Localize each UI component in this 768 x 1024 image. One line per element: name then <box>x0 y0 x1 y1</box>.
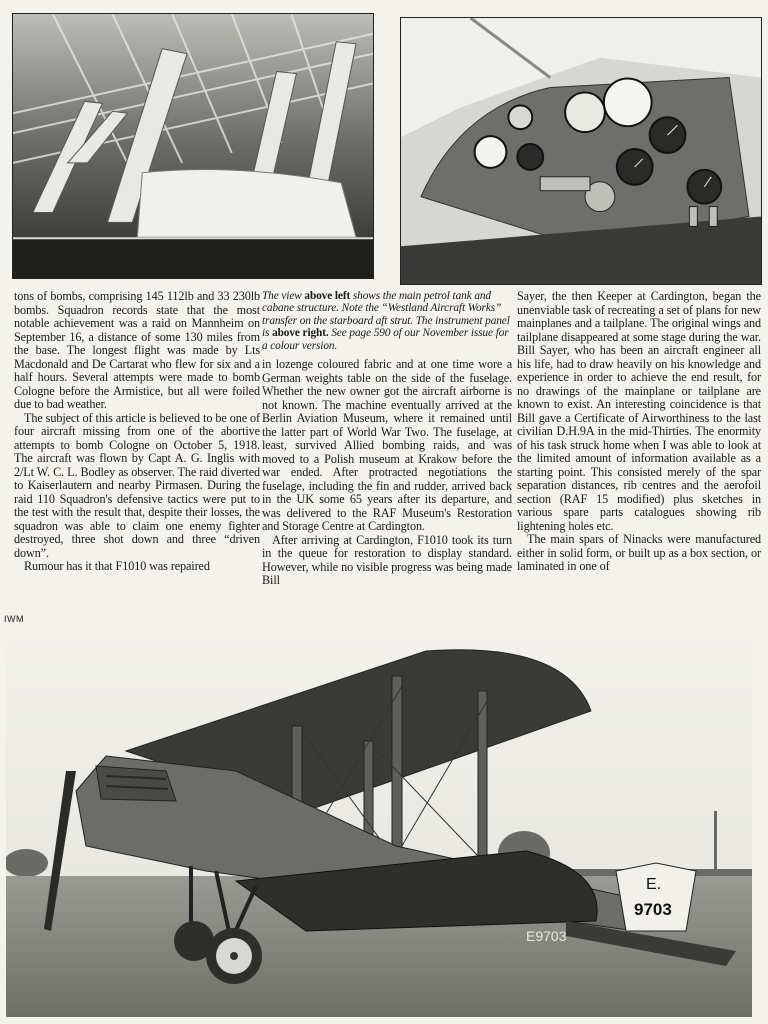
photo-petrol-tank-cabane <box>12 13 374 279</box>
photo-credit: IWM <box>4 614 24 624</box>
paragraph: The subject of this article is believed to be one of four aircraft missing from one of the abortive attempts to bomb Cologne on October 5, 1918. The aircraft was flown by Capt A. G. Inglis with 2/Lt W. C. L. Bodley as observer. The raid diverted to Kaiserlautern and nearby Pirmasen. During the raid 110 Squadron's defensive tactics were put to the test with the result that, despite their losses, the squadron was able to claim one enemy fighter destroyed, three shot down and three “driven down”. <box>14 410 260 560</box>
paragraph: The main spars of Ninacks were manufactured either in solid form, or built up as a box section, or laminated in one of <box>517 532 761 573</box>
paragraph: Sayer, the then Keeper at Cardington, began the unenviable task of recreating a set of plans for new mainplanes and a tailplane. The original wings and tailplane disappeared at some stage during the war. Bill Sayer, who has been an aircraft engineer all his life, had to draw heavily on his knowledge and experience in order to achieve the end result, for no drawings of the mainplane or tailplane are known to exist. An interesting coincidence is that Bill gave a Certificate of Airworthiness to the last civilian D.H.9A in the mid-Thirties. The enormity of his task struck home when I was able to look at the limited amount of information available as a starting point. This consisted merely of the spar separation distances, rib centres and the aerofoil section (RAF 15 modified) plus sketches in various spare parts catalogues showing rib lightening holes etc. <box>517 289 761 533</box>
text-column-2 <box>262 290 512 588</box>
text-column-1 <box>14 290 260 574</box>
fuselage-serial: E9703 <box>526 928 567 944</box>
text-column-3 <box>517 290 761 574</box>
photo-biplane <box>6 631 752 1017</box>
fin-serial: 9703 <box>634 900 672 919</box>
photo-caption: The view above left shows the main petrol tank and cabane structure. Note the “Westland Aircraft Works” transfer on the starboard aft strut. The instrument panel is above right. See page 590 of our November issue for a colour version. <box>262 290 510 352</box>
fin-letter: E. <box>646 876 662 893</box>
paragraph: tons of bombs, comprising 145 112lb and 33 230lb bombs. Squadron records state that the most notable achievement was a raid on Mannheim on September 16, a distance of some 130 miles from the base. The longest flight was made by Lts Macdonald and De Cartarat who flew for six and a half hours. Several attempts were made to bomb Cologne before the Armistice, but all were foiled due to bad weather. <box>14 289 260 411</box>
paragraph: in lozenge coloured fabric and at one time wore a German weights table on the side of the fuselage. Whether the new owner got the aircraft airborne is not known. The machine eventually arrived at the Berlin Aviation Museum, where it remained until the latter part of World War Two. The fuselage, at least, survived Allied bombing raids, and was moved to a Polish museum at Krakow before the war ended. After protracted negotiations the fuselage, including the fin and rudder, arrived back in the UK some 65 years after its departure, and was delivered to the RAF Museum's Restoration and Storage Centre at Cardington. <box>262 357 512 534</box>
paragraph: Rumour has it that F1010 was repaired <box>24 559 210 573</box>
photo-instrument-panel <box>400 17 762 285</box>
paragraph: After arriving at Cardington, F1010 took its turn in the queue for restoration to display standard. However, while no visible progress was being made Bill <box>262 532 512 588</box>
